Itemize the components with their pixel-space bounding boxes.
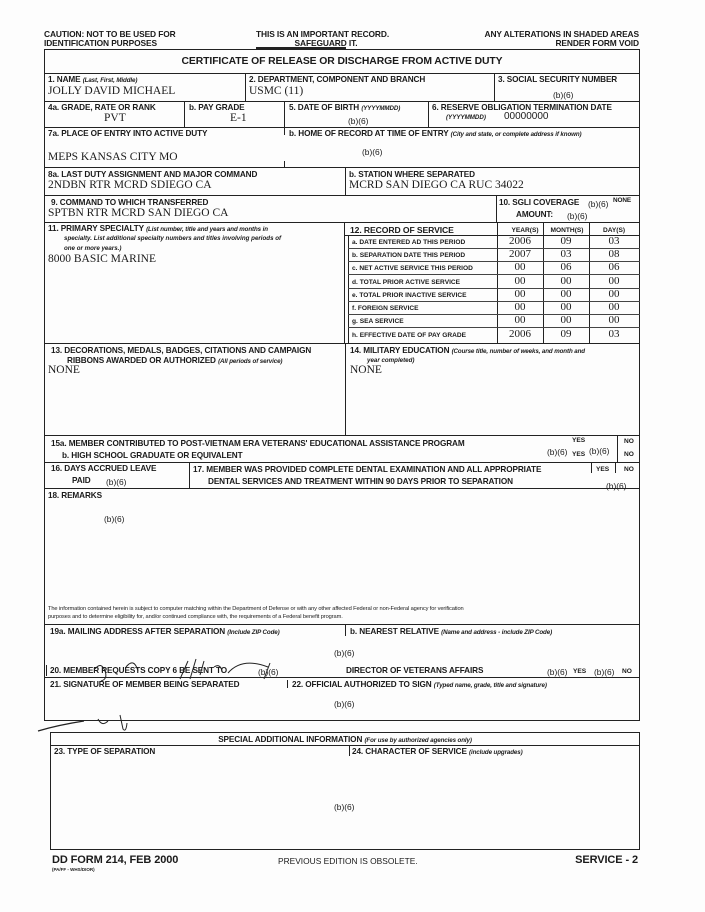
command-transferred-label: 9. COMMAND TO WHICH TRANSFERRED xyxy=(51,198,209,207)
veap-yes: YES xyxy=(572,437,586,444)
divider xyxy=(245,73,246,101)
copy6-yes: YES xyxy=(573,668,587,675)
divider xyxy=(615,463,616,473)
rs-day: 00 xyxy=(608,314,620,326)
alteration-notice: ANY ALTERATIONS IN SHADED AREAS RENDER FORM VOID xyxy=(484,29,639,48)
divider xyxy=(494,73,495,101)
primary-specialty-value: 8000 BASIC MARINE xyxy=(48,253,156,265)
decorations-label: 13. DECORATIONS, MEDALS, BADGES, CITATIONS AND CAMPAIGN xyxy=(51,346,312,355)
form-id: DD FORM 214, FEB 2000 xyxy=(52,854,179,866)
hs-no: NO xyxy=(624,451,634,458)
hs-graduate-label: b. HIGH SCHOOL GRADUATE OR EQUIVALENT xyxy=(62,451,243,460)
copy6-label: 20. MEMBER REQUESTS COPY 6 BE SENT TO xyxy=(50,666,228,675)
station-value: MCRD SAN DIEGO CA RUC 34022 xyxy=(349,179,524,191)
remarks-value: (b)(6) xyxy=(104,514,125,524)
rs-year: 00 xyxy=(514,301,526,313)
important-record-notice: THIS IS AN IMPORTANT RECORD. SAFEGUARD IT. xyxy=(256,29,390,48)
dental-no: NO xyxy=(624,466,634,473)
ssn-label: 3. SOCIAL SECURITY NUMBER xyxy=(498,75,618,84)
record-of-service-label: 12. RECORD OF SERVICE xyxy=(350,225,454,235)
divider xyxy=(591,463,592,473)
divider xyxy=(284,101,285,127)
copy6-yes-redaction: (b)(6) xyxy=(547,667,568,677)
divider xyxy=(617,435,618,462)
reserve-obligation-hint: (YYYYMMDD) xyxy=(446,114,486,121)
sgli-amount-label: AMOUNT: xyxy=(516,210,554,219)
obsolete-notice: PREVIOUS EDITION IS OBSOLETE. xyxy=(278,856,418,866)
primary-specialty-hint: specialty. List additional specialty numbers and titles involving periods of xyxy=(64,235,282,242)
remarks-label: 18. REMARKS xyxy=(48,491,102,500)
reserve-obligation-value: 00000000 xyxy=(504,111,549,122)
dental-yes: YES xyxy=(596,466,610,473)
rs-year: 00 xyxy=(514,288,526,300)
divider xyxy=(44,435,640,436)
rs-row-label: d. TOTAL PRIOR ACTIVE SERVICE xyxy=(352,279,461,286)
rs-month: 00 xyxy=(560,275,572,287)
rs-row-label: g. SEA SERVICE xyxy=(352,318,404,325)
leave-label: 16. DAYS ACCRUED LEAVE xyxy=(51,464,157,473)
special-info-title: SPECIAL ADDITIONAL INFORMATION (For use by authorized agencies only) xyxy=(218,735,472,744)
rs-day: 00 xyxy=(608,275,620,287)
copy6-no: NO xyxy=(622,668,632,675)
rs-row-label: h. EFFECTIVE DATE OF PAY GRADE xyxy=(352,332,467,339)
dob-value: (b)(6) xyxy=(348,116,369,126)
director-veterans-affairs: DIRECTOR OF VETERANS AFFAIRS xyxy=(346,666,484,675)
rs-month: 06 xyxy=(560,261,572,273)
divider xyxy=(284,127,285,135)
divider xyxy=(344,222,345,343)
col-years: YEAR(S) xyxy=(511,227,539,234)
decorations-label-2: RIBBONS AWARDED OR AUTHORIZED (All periods of service) xyxy=(67,356,283,365)
decorations-value: NONE xyxy=(48,364,80,376)
divider xyxy=(345,343,346,435)
dental-label-2: DENTAL SERVICES AND TREATMENT WITHIN 90 DAYS PRIOR TO SEPARATION xyxy=(208,477,513,486)
home-of-record-value: (b)(6) xyxy=(362,147,383,157)
character-of-service-label: 24. CHARACTER OF SERVICE (include upgrades) xyxy=(352,747,523,756)
sgli-amount-value: (b)(6) xyxy=(567,211,588,221)
divider xyxy=(44,488,640,489)
rs-month: 09 xyxy=(560,328,572,340)
rs-day: 03 xyxy=(608,328,620,340)
divider xyxy=(589,222,590,343)
dob-label: 5. DATE OF BIRTH (YYYYMMDD) xyxy=(289,103,401,112)
leave-value: (b)(6) xyxy=(106,477,127,487)
special-info-value: (b)(6) xyxy=(334,802,355,812)
divider xyxy=(44,127,640,128)
veap-label: 15a. MEMBER CONTRIBUTED TO POST-VIETNAM ERA VETERANS' EDUCATIONAL ASSISTANCE PROGRAM xyxy=(51,439,465,448)
rs-day: 06 xyxy=(608,261,620,273)
rs-day: 00 xyxy=(608,301,620,313)
name-value: JOLLY DAVID MICHAEL xyxy=(48,85,176,97)
military-education-value: NONE xyxy=(350,364,382,376)
rs-month: 00 xyxy=(560,314,572,326)
rs-month: 03 xyxy=(560,248,572,260)
divider xyxy=(496,195,497,222)
copy-designation: SERVICE - 2 xyxy=(575,854,638,866)
divider xyxy=(543,222,544,343)
primary-specialty-label: 11. PRIMARY SPECIALTY (List number, title and years and months in xyxy=(48,224,268,233)
last-duty-label: 8a. LAST DUTY ASSIGNMENT AND MAJOR COMMAND xyxy=(48,170,258,179)
form-title: CERTIFICATE OF RELEASE OR DISCHARGE FROM ACTIVE DUTY xyxy=(181,56,503,67)
veap-redaction: (b)(6) xyxy=(547,447,568,457)
rs-day: 03 xyxy=(608,235,620,247)
rs-row-label: a. DATE ENTERED AD THIS PERIOD xyxy=(352,239,466,246)
rs-month: 00 xyxy=(560,288,572,300)
divider xyxy=(44,101,640,102)
copy6-value: (b)(6) xyxy=(258,667,279,677)
grade-value: PVT xyxy=(104,112,126,124)
home-of-record-label: b. HOME OF RECORD AT TIME OF ENTRY (City and state, or complete address if known) xyxy=(289,129,582,138)
official-signature-label: 22. OFFICIAL AUTHORIZED TO SIGN (Typed name, grade, title and signature) xyxy=(292,680,547,689)
command-transferred-value: SPTBN RTR MCRD SAN DIEGO CA xyxy=(48,207,229,219)
col-days: DAY(S) xyxy=(602,227,626,234)
sgli-label: 10. SGLI COVERAGE xyxy=(499,198,580,207)
rs-month: 09 xyxy=(560,235,572,247)
divider xyxy=(349,746,350,756)
rs-year: 2006 xyxy=(509,328,531,340)
address-value: (b)(6) xyxy=(334,648,355,658)
ssn-value: (b)(6) xyxy=(553,90,574,100)
sgli-coverage-value: (b)(6) xyxy=(588,199,609,209)
sgli-none: NONE xyxy=(613,197,632,204)
pay-grade-label: b. PAY GRADE xyxy=(189,103,245,112)
department-value: USMC (11) xyxy=(249,85,304,97)
caution-notice: CAUTION: NOT TO BE USED FOR IDENTIFICATION PURPOSES xyxy=(44,29,176,48)
reserve-obligation-label: 6. RESERVE OBLIGATION TERMINATION DATE xyxy=(432,103,612,112)
dental-value: (b)(6) xyxy=(606,481,627,491)
separation-type-label: 23. TYPE OF SEPARATION xyxy=(54,747,156,756)
col-months: MONTH(S) xyxy=(550,227,584,234)
divider xyxy=(345,167,346,195)
nearest-relative-label: b. NEAREST RELATIVE (Name and address - include ZIP Code) xyxy=(350,627,553,636)
copy6-no-redaction: (b)(6) xyxy=(594,667,615,677)
divider xyxy=(189,462,190,488)
divider xyxy=(497,222,498,343)
station-label: b. STATION WHERE SEPARATED xyxy=(349,170,475,179)
rs-day: 08 xyxy=(608,248,620,260)
divider xyxy=(44,167,640,168)
rs-row-label: c. NET ACTIVE SERVICE THIS PERIOD xyxy=(352,265,473,272)
leave-label-2: PAID xyxy=(72,476,91,485)
rs-day: 00 xyxy=(608,288,620,300)
place-of-entry-value: MEPS KANSAS CITY MO xyxy=(48,151,178,163)
department-label: 2. DEPARTMENT, COMPONENT AND BRANCH xyxy=(249,75,426,84)
divider xyxy=(428,101,429,127)
rs-row-label: b. SEPARATION DATE THIS PERIOD xyxy=(352,252,466,259)
rs-year: 2007 xyxy=(509,248,531,260)
divider xyxy=(184,101,185,127)
divider xyxy=(44,222,640,223)
place-of-entry-label: 7a. PLACE OF ENTRY INTO ACTIVE DUTY xyxy=(48,129,208,138)
last-duty-value: 2NDBN RTR MCRD SDIEGO CA xyxy=(48,179,212,191)
privacy-notice: The information contained herein is subject to computer matching within the Department of Defense or with any other affected Federal or non-Federal agency for verification purposes and to determine eligibility for, and/or continued compliance with, the requirements of a Federal benefit program. xyxy=(48,606,464,620)
divider xyxy=(44,462,640,463)
mailing-address-label: 19a. MAILING ADDRESS AFTER SEPARATION (Include ZIP Code) xyxy=(50,627,280,636)
divider xyxy=(44,343,640,344)
divider xyxy=(44,73,640,74)
rs-year: 00 xyxy=(514,275,526,287)
military-education-hint: year completed) xyxy=(367,357,415,364)
rs-row-label: f. FOREIGN SERVICE xyxy=(352,305,419,312)
divider xyxy=(44,624,640,625)
grade-label: 4a. GRADE, RATE OR RANK xyxy=(48,103,156,112)
pay-grade-value: E-1 xyxy=(230,112,247,124)
signature-scribble-icon xyxy=(0,655,420,735)
military-education-label: 14. MILITARY EDUCATION (Course title, number of weeks, and month and xyxy=(350,346,585,355)
veap-no: NO xyxy=(624,438,634,445)
rs-year: 00 xyxy=(514,314,526,326)
rs-year: 00 xyxy=(514,261,526,273)
rs-year: 2006 xyxy=(509,235,531,247)
hs-redaction: (b)(6) xyxy=(589,446,610,456)
hs-yes: YES xyxy=(572,451,586,458)
divider xyxy=(345,625,346,636)
rs-row-label: e. TOTAL PRIOR INACTIVE SERVICE xyxy=(352,292,467,299)
signature-value: (b)(6) xyxy=(334,699,355,709)
divider xyxy=(44,195,640,196)
member-signature-label: 21. SIGNATURE OF MEMBER BEING SEPARATED xyxy=(50,680,240,689)
dental-label: 17. MEMBER WAS PROVIDED COMPLETE DENTAL EXAMINATION AND ALL APPROPRIATE xyxy=(193,465,542,474)
form-sub: (PA/FF - WHS/DIOR) xyxy=(52,867,95,872)
divider xyxy=(50,745,640,746)
primary-specialty-hint: one or more years.) xyxy=(64,245,122,252)
rs-month: 00 xyxy=(560,301,572,313)
name-label: 1. NAME (Last, First, Middle) xyxy=(48,75,138,84)
